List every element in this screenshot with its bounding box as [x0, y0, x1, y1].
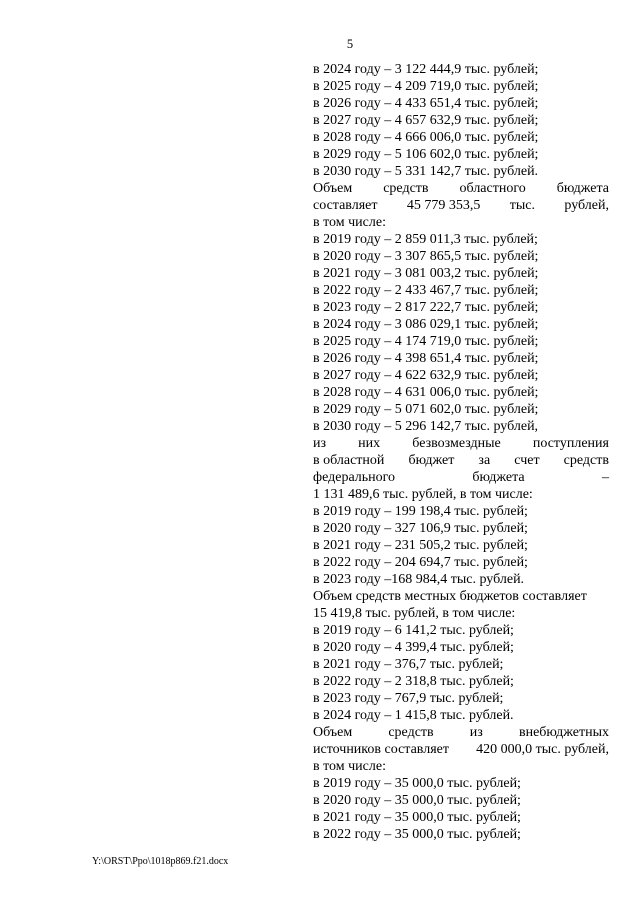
heading-word: рублей,	[564, 198, 609, 213]
local-year-line: в 2022 году – 2 318,8 тыс. рублей;	[313, 674, 514, 689]
heading-line: Объем средств местных бюджетов составляет	[313, 589, 587, 604]
heading-line: в том числе:	[313, 215, 386, 230]
regional-year-line: в 2022 году – 2 433 467,7 тыс. рублей;	[313, 283, 539, 298]
document-file-path: Y:\ORST\Ppo\1018p869.f21.docx	[92, 856, 229, 867]
federal-year-line: в 2019 году – 199 198,4 тыс. рублей;	[313, 504, 528, 519]
extrabudget-year-line: в 2020 году – 35 000,0 тыс. рублей;	[313, 793, 521, 808]
heading-word: бюджет	[408, 453, 455, 468]
regional-year-line: в 2019 году – 2 859 011,3 тыс. рублей;	[313, 232, 538, 247]
total-year-line: в 2026 году – 4 433 651,4 тыс. рублей;	[313, 96, 539, 111]
regional-year-line: в 2027 году – 4 622 632,9 тыс. рублей;	[313, 368, 539, 383]
funding-text-column	[313, 61, 609, 843]
total-year-line: в 2030 году – 5 331 142,7 тыс. рублей.	[313, 164, 539, 179]
federal-year-line: в 2023 году –168 984,4 тыс. рублей.	[313, 572, 525, 587]
total-year-line: в 2027 году – 4 657 632,9 тыс. рублей;	[313, 113, 539, 128]
total-year-line: в 2028 году – 4 666 006,0 тыс. рублей;	[313, 130, 539, 145]
heading-word: федерального	[313, 470, 396, 485]
federal-years-list	[313, 503, 609, 588]
heading-line: 1 131 489,6 тыс. рублей, в том числе:	[313, 487, 533, 502]
extrabudget-years-list	[313, 775, 609, 843]
heading-word: внебюджетных	[518, 725, 609, 740]
local-year-line: в 2021 году – 376,7 тыс. рублей;	[313, 657, 504, 672]
heading-line	[313, 469, 609, 486]
federal-transfers-heading	[313, 435, 609, 503]
total-years-list	[313, 61, 609, 180]
regional-years-list	[313, 231, 609, 435]
page-number: 5	[346, 37, 354, 51]
heading-line	[313, 180, 609, 197]
heading-word: источников составляет	[313, 742, 449, 757]
extrabudget-heading	[313, 724, 609, 775]
regional-year-line: в 2023 году – 2 817 222,7 тыс. рублей;	[313, 300, 539, 315]
regional-year-line: в 2025 году – 4 174 719,0 тыс. рублей;	[313, 334, 539, 349]
total-year-line: в 2024 году – 3 122 444,9 тыс. рублей;	[313, 62, 539, 77]
heading-word: из	[313, 436, 327, 451]
heading-word: бюджета	[472, 470, 525, 485]
federal-year-line: в 2021 году – 231 505,2 тыс. рублей;	[313, 538, 528, 553]
heading-word: средств	[383, 181, 429, 196]
heading-word: безвозмездные	[412, 436, 501, 451]
heading-word: за	[478, 453, 491, 468]
extrabudget-year-line: в 2019 году – 35 000,0 тыс. рублей;	[313, 776, 521, 791]
federal-year-line: в 2022 году – 204 694,7 тыс. рублей;	[313, 555, 528, 570]
heading-word: Объем	[313, 181, 353, 196]
heading-line	[313, 452, 609, 469]
total-year-line: в 2025 году – 4 209 719,0 тыс. рублей;	[313, 79, 539, 94]
heading-word: в областной	[313, 453, 385, 468]
regional-year-line: в 2026 году – 4 398 651,4 тыс. рублей;	[313, 351, 539, 366]
heading-word: поступления	[532, 436, 609, 451]
heading-word: составляет	[313, 198, 378, 213]
heading-word: средств	[563, 453, 609, 468]
heading-word: них	[358, 436, 381, 451]
local-year-line: в 2024 году – 1 415,8 тыс. рублей.	[313, 708, 514, 723]
heading-word: –	[601, 470, 609, 485]
regional-budget-heading	[313, 180, 609, 231]
heading-line	[313, 435, 609, 452]
heading-word: тыс.	[509, 198, 535, 213]
regional-year-line: в 2024 году – 3 086 029,1 тыс. рублей;	[313, 317, 539, 332]
heading-word: счет	[514, 453, 540, 468]
total-year-line: в 2029 году – 5 106 602,0 тыс. рублей;	[313, 147, 539, 162]
heading-line	[313, 197, 609, 214]
local-budgets-heading	[313, 588, 609, 622]
heading-word: из	[469, 725, 483, 740]
heading-word: средств	[388, 725, 434, 740]
federal-year-line: в 2020 году – 327 106,9 тыс. рублей;	[313, 521, 528, 536]
heading-line	[313, 741, 609, 758]
heading-line: в том числе:	[313, 759, 386, 774]
extrabudget-year-line: в 2022 году – 35 000,0 тыс. рублей;	[313, 827, 521, 842]
heading-line	[313, 724, 609, 741]
regional-year-line: в 2029 году – 5 071 602,0 тыс. рублей;	[313, 402, 539, 417]
regional-year-line: в 2030 году – 5 296 142,7 тыс. рублей,	[313, 419, 539, 434]
local-year-line: в 2019 году – 6 141,2 тыс. рублей;	[313, 623, 514, 638]
heading-word: областного	[459, 181, 526, 196]
heading-line: 15 419,8 тыс. рублей, в том числе:	[313, 606, 516, 621]
regional-year-line: в 2020 году – 3 307 865,5 тыс. рублей;	[313, 249, 539, 264]
local-years-list	[313, 622, 609, 724]
regional-year-line: в 2021 году – 3 081 003,2 тыс. рублей;	[313, 266, 539, 281]
extrabudget-year-line: в 2021 году – 35 000,0 тыс. рублей;	[313, 810, 521, 825]
local-year-line: в 2020 году – 4 399,4 тыс. рублей;	[313, 640, 514, 655]
local-year-line: в 2023 году – 767,9 тыс. рублей;	[313, 691, 504, 706]
heading-word: бюджета	[556, 181, 609, 196]
heading-word: 420 000,0 тыс. рублей,	[476, 742, 609, 757]
heading-word: 45 779 353,5	[406, 198, 481, 213]
heading-word: Объем	[313, 725, 353, 740]
regional-year-line: в 2028 году – 4 631 006,0 тыс. рублей;	[313, 385, 539, 400]
